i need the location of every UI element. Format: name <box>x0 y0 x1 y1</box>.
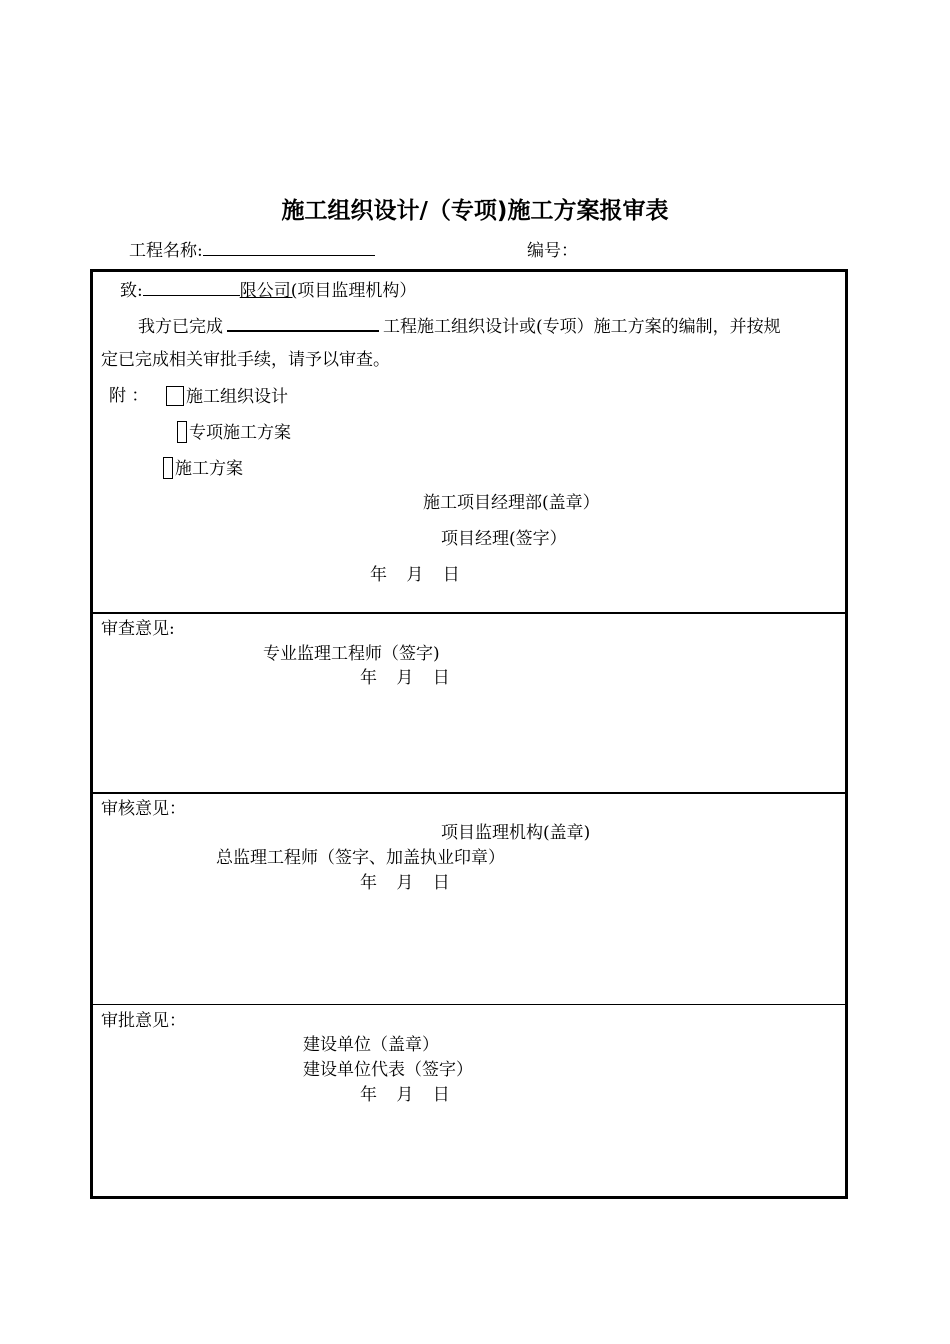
section3-date: 年 月 日 <box>360 873 450 893</box>
approval-form <box>90 269 848 1199</box>
chief-sign: 总监理工程师（签字、加盖执业印章） <box>216 848 505 868</box>
body-line-2: 定已完成相关审批手续，请予以审查。 <box>101 350 390 370</box>
option-special-plan[interactable] <box>177 421 291 443</box>
review-label: 审查意见: <box>101 619 175 639</box>
checkbox-icon[interactable] <box>166 386 184 406</box>
to-company: 限公司( <box>239 281 298 301</box>
engineer-sign: 专业监理工程师（签字) <box>263 644 440 664</box>
divider <box>93 1004 845 1005</box>
completed-work-blank[interactable] <box>227 314 379 332</box>
to-blank[interactable] <box>143 278 240 296</box>
divider <box>93 612 845 614</box>
attach-label: 附 ： <box>109 386 149 406</box>
checkbox-icon[interactable] <box>163 457 173 479</box>
org-seal: 项目监理机构(盖章) <box>441 823 591 843</box>
audit-label: 审核意见： <box>101 799 186 819</box>
option-construction-plan[interactable] <box>163 457 243 479</box>
section1-date: 年 月 日 <box>370 565 460 585</box>
body-suffix: 工程施工组织设计或(专项）施工方案的编制，并按规 <box>383 317 781 337</box>
to-org: 项目监理机构） <box>297 281 417 301</box>
option-label: 施工方案 <box>175 459 243 479</box>
project-name-label: 工程名称: <box>129 241 203 261</box>
section4-date: 年 月 日 <box>360 1085 450 1105</box>
project-name-row <box>129 236 375 261</box>
project-name-field[interactable] <box>203 238 375 256</box>
body-line-1 <box>138 314 781 337</box>
option-label: 施工组织设计 <box>186 387 288 407</box>
section2-date: 年 月 日 <box>360 668 450 688</box>
body-prefix: 我方已完成 <box>138 317 223 337</box>
to-label: 致: <box>120 281 143 301</box>
page-title: 施工组织设计/（专项)施工方案报审表 <box>281 198 669 224</box>
unit-seal: 建设单位（盖章） <box>303 1035 439 1055</box>
approval-label: 审批意见： <box>101 1011 186 1031</box>
dept-seal: 施工项目经理部(盖章） <box>423 493 600 513</box>
number-label: 编号： <box>527 241 578 261</box>
checkbox-icon[interactable] <box>177 421 187 443</box>
option-construction-design[interactable] <box>166 386 288 407</box>
rep-sign: 建设单位代表（签字） <box>303 1060 473 1080</box>
option-label: 专项施工方案 <box>189 423 291 443</box>
to-row <box>120 278 416 301</box>
divider <box>93 792 845 794</box>
manager-sign: 项目经理(签字） <box>441 529 567 549</box>
